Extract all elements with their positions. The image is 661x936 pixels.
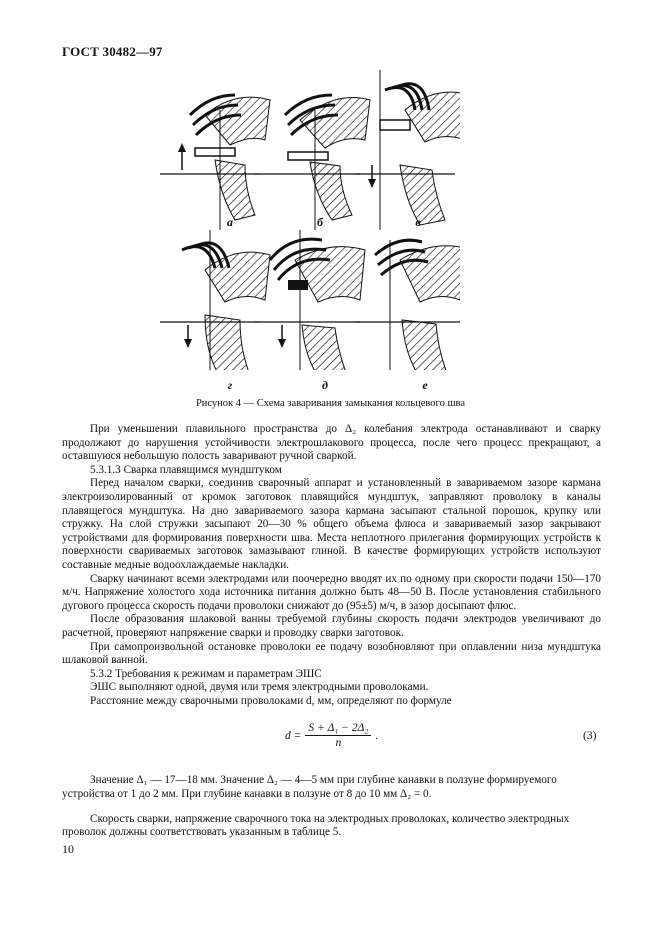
figure-label-c: в xyxy=(415,215,421,229)
welding-scheme-figure xyxy=(160,70,460,392)
paragraph: Расстояние между сварочными проволоками d, мм, определяют по формуле xyxy=(90,694,452,707)
formula-lhs: d = xyxy=(285,729,302,742)
paragraph: Сварку начинают всеми электродами или поочередно вводят их по одному при скорости подачи 150—170 м/ч. Напряжение холостого хода источника питания должно быть 48—50 В. После установления стабильного дугового процесса скорость подачи проволоки снижают до (95±5) м/ч, в зазор досыпают флюс. xyxy=(62,572,601,612)
figure-label-f: е xyxy=(422,378,428,392)
figure-caption: Рисунок 4 — Схема заваривания замыкания кольцевого шва xyxy=(195,398,466,409)
formula-numerator: S + Δ₁ − 2Δ₂ xyxy=(305,722,371,736)
page-number: 10 xyxy=(62,842,74,856)
figure-panel-c xyxy=(355,70,460,230)
formula-fraction xyxy=(305,722,371,749)
formula-tail: . xyxy=(375,729,379,742)
paragraph: После образования шлаковой ванны требуемой глубины скорость подачи электродов увеличивают до расчетной, проверяют напряжение сварки и проводку сварки заготовок. xyxy=(62,613,601,639)
paragraph: При уменьшении плавильного пространства до Δ₂ колебания электрода останавливают и сварку продолжают до нарушения устойчивости электрошлакового процесса, после чего процесс прекращают, а оставшуюся небольшую полость заваривают ручной сваркой. xyxy=(62,423,601,463)
body-text-continued xyxy=(62,763,601,851)
paragraph: При самопроизвольной остановке проволоки ее подачу возобновляют при оплавлении низа мундштука шлаковой ванной. xyxy=(62,640,601,667)
formula-denominator: n xyxy=(335,737,342,749)
section-heading: 5.3.2 Требования к режимам и параметрам ЭШС xyxy=(90,667,322,680)
figure-label-e: д xyxy=(322,378,328,392)
equation-number: (3) xyxy=(583,730,597,742)
document-code-header: ГОСТ 30482—97 xyxy=(62,44,163,59)
figure-panel-d xyxy=(160,230,270,370)
figure-panel-a xyxy=(160,95,270,230)
figure-panel-f xyxy=(355,240,460,370)
formula-3 xyxy=(285,722,378,749)
paragraph: Значение Δ₁ — 17—18 мм. Значение Δ₂ — 4—5 мм при глубине канавки в ползуне формируемого устройства от 1 до 2 мм. При глубине канавки в ползуне от 8 до 10 мм Δ₂ = 0. xyxy=(62,774,557,800)
figure-panel-e xyxy=(255,230,365,370)
figure-label-a: а xyxy=(227,215,233,229)
figure-label-d: г xyxy=(227,378,233,392)
paragraph: Скорость сварки, напряжение сварочного тока на электродных проволоках, количество электродных проволок должны соответствовать указанным в таблице 5. xyxy=(62,812,570,839)
paragraph: Перед началом сварки, соединив сварочный аппарат и установленный в завариваемом зазоре кармана электроизолированный от кромок заготовок плавящийся мундштук, заправляют проволоку в каналы плавящегося мундштука. На дно завариваемого зазора кармана засыпают стальной порошок, крупку или стружку. На слой стружки засыпают 20—30 % общего объема флюса и завариваемый зазор закрывают устройствами для формирования поверхности шва. Места неплотного прилегания формирующих устройств к поверхности свариваемых заготовок замазывают глиной. В качестве формирующих устройств используют составные медные водоохлаждаемые накладки. xyxy=(62,477,601,571)
paragraph: ЭШС выполняют одной, двумя или тремя электродными проволоками. xyxy=(90,681,429,694)
figure-panel-b xyxy=(255,95,370,230)
figure-label-b: б xyxy=(317,215,323,229)
section-heading: 5.3.1.3 Сварка плавящимся мундштуком xyxy=(90,463,282,476)
body-text xyxy=(62,423,601,708)
